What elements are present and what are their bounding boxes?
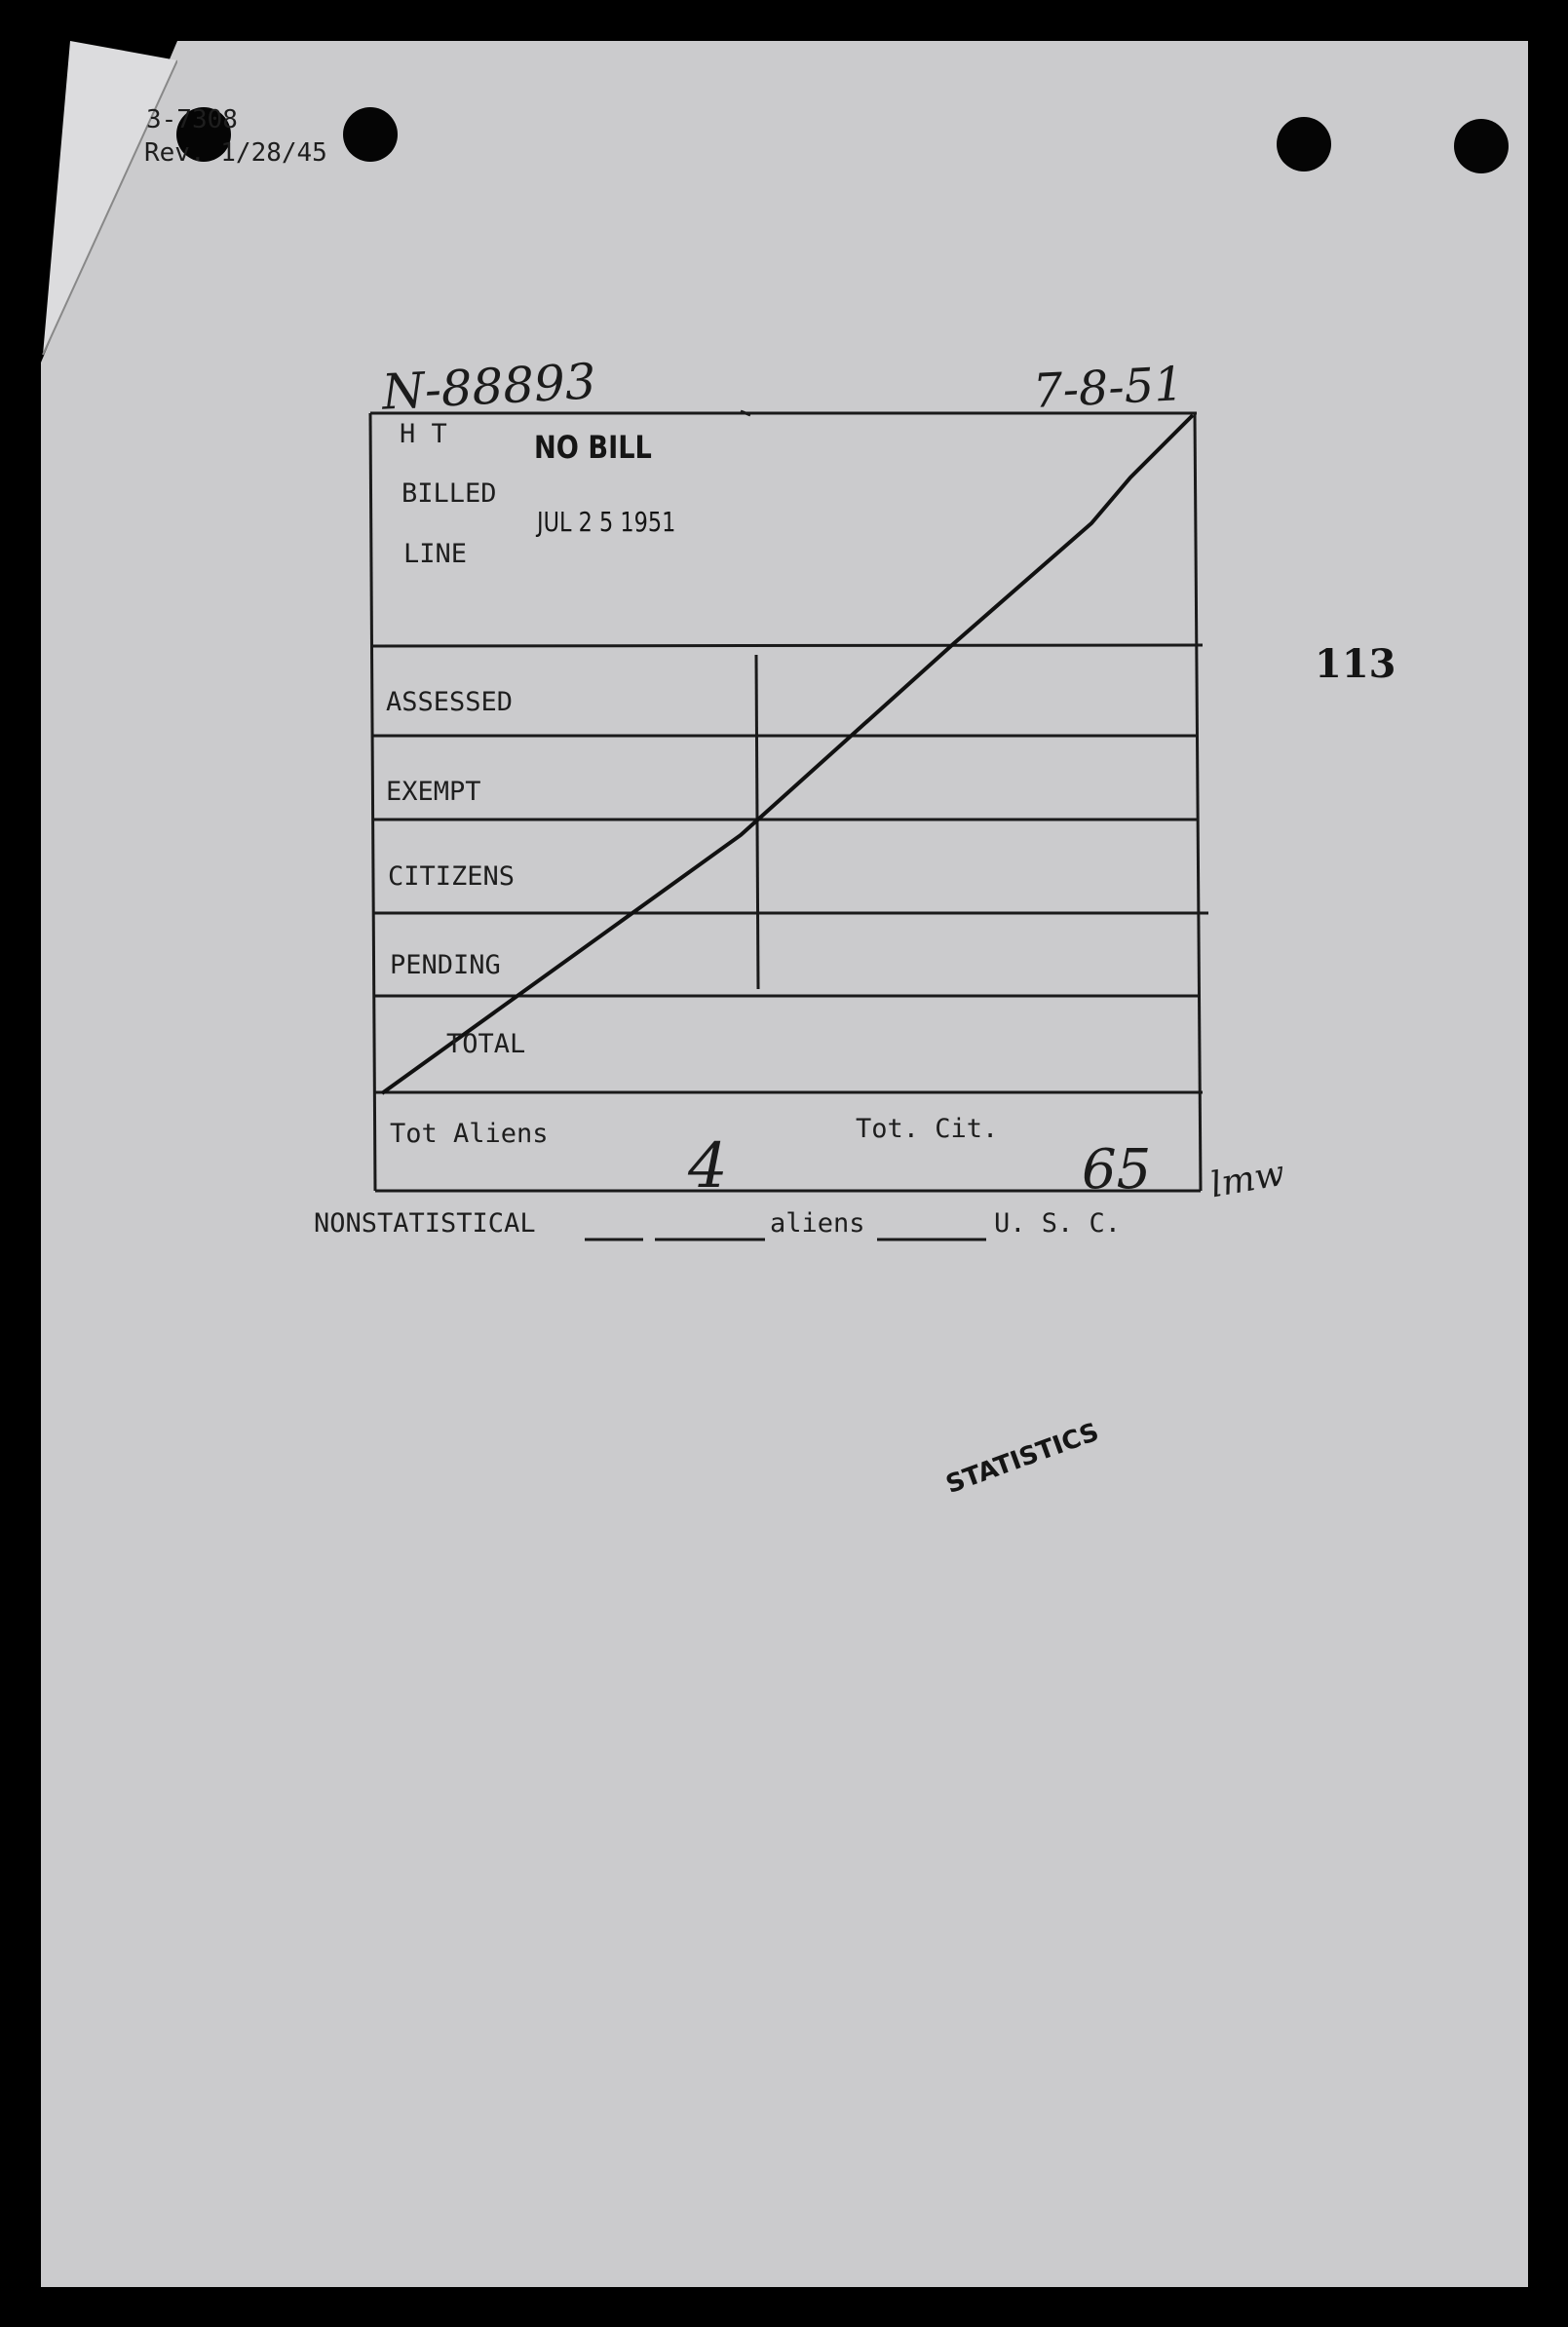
handwritten-date: 7-8-51 xyxy=(1031,356,1185,420)
form-revision: Rev. 1/28/45 xyxy=(144,138,327,168)
usc-label: U. S. C. xyxy=(994,1208,1122,1239)
exempt-label: EXEMPT xyxy=(386,777,481,807)
citizens-label: CITIZENS xyxy=(388,861,516,892)
line-label: LINE xyxy=(403,539,468,569)
ht-label: H T xyxy=(400,419,447,449)
total-label: TOTAL xyxy=(446,1029,526,1059)
date-stamp: JUL 2 5 1951 xyxy=(537,506,676,538)
footer-aliens-label: aliens xyxy=(770,1208,865,1239)
grid-divider-header xyxy=(370,645,1203,646)
grid-right-border xyxy=(1195,413,1201,1191)
billed-label: BILLED xyxy=(402,478,497,509)
no-bill-stamp: NO BILL xyxy=(534,429,652,466)
page-number-stamp: 113 xyxy=(1315,641,1396,687)
grid-left-border xyxy=(370,413,375,1191)
diagonal-void-line xyxy=(382,415,1193,1093)
nonstatistical-label: NONSTATISTICAL xyxy=(314,1208,536,1239)
aliens-count: 4 xyxy=(688,1130,728,1202)
initials: lmw xyxy=(1207,1153,1288,1206)
citizens-count: 65 xyxy=(1082,1138,1152,1202)
form-code: 3-7308 xyxy=(146,105,238,134)
statistics-stamp: STATISTICS xyxy=(941,1417,1103,1501)
assessed-label: ASSESSED xyxy=(386,687,514,717)
tot-cit-label: Tot. Cit. xyxy=(856,1114,999,1144)
pending-label: PENDING xyxy=(390,950,501,980)
tot-aliens-label: Tot Aliens xyxy=(390,1119,549,1149)
file-number: N-88893 xyxy=(380,353,598,421)
